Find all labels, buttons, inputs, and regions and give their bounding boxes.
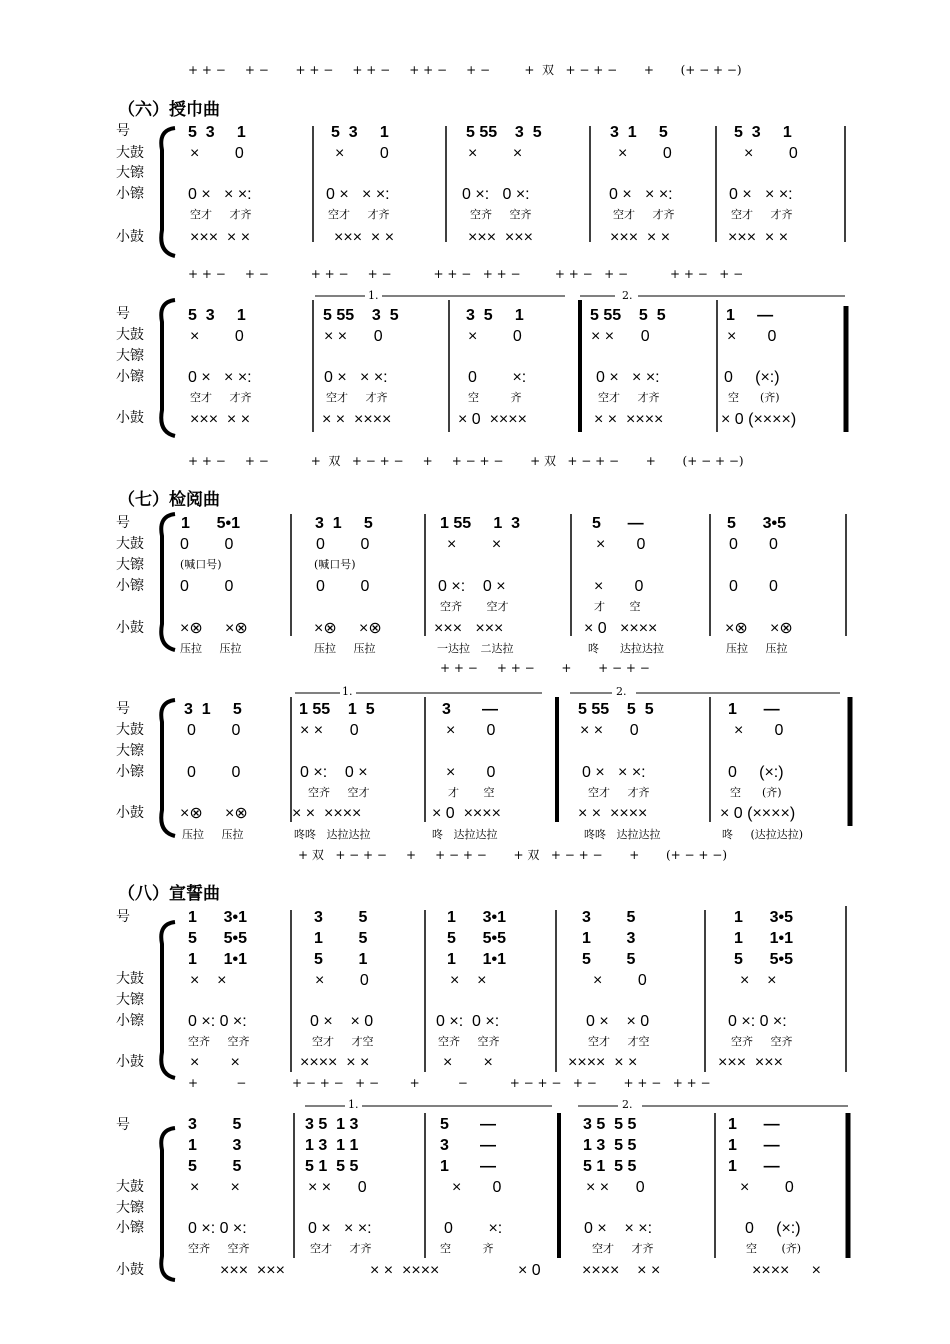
hao-measure: 5 55 5 5 xyxy=(590,307,666,324)
xiaocha-measure: 0 × × ×: xyxy=(326,186,390,203)
xiaogu-measure: ×⊗ ×⊗ xyxy=(725,620,793,637)
hao-measure: 3 5 5 5 xyxy=(583,1116,637,1133)
xiaocha-words: 空才 才齐 xyxy=(190,208,252,221)
section-title: （七）检阅曲 xyxy=(118,490,220,510)
label-xiaogu: 小鼓 xyxy=(116,805,144,821)
xiaogu-measure: × × xyxy=(443,1054,493,1071)
xiaocha-measure: 0 ×: 0 ×: xyxy=(436,1013,500,1030)
dagu-measure: × 0 xyxy=(734,722,784,739)
hao-measure: 5 1 5 5 xyxy=(305,1158,359,1175)
xiaogu-measure: × × ×××× xyxy=(578,805,648,822)
xiaocha-words: 空才 才齐 xyxy=(592,1242,654,1255)
xiaogu-measure: ××× × × xyxy=(334,229,395,246)
hao-measure: 1 5 xyxy=(314,930,368,947)
xiaocha-measure: 0 ×: 0 × xyxy=(438,578,506,595)
accent-line: + + − + − + 双 + − + − + + − + − + 双 + − + − + (+ − + −) xyxy=(188,454,744,468)
hao-measure: 3 5 1 xyxy=(466,307,524,324)
xiaogu-measure: ××× ××× xyxy=(220,1262,285,1279)
xiaogu-measure: × × xyxy=(190,1054,240,1071)
hao-measure: 5 3•5 xyxy=(727,515,786,532)
xiaocha-words: 空 (齐) xyxy=(728,391,780,404)
xiaogu-measure: × × ×××× xyxy=(370,1262,440,1279)
xiaogu-measure: ××× × × xyxy=(190,411,251,428)
xiaocha-words: 空才 才空 xyxy=(588,1035,650,1048)
dagu-measure: × × xyxy=(447,536,502,553)
label-xiaogu: 小鼓 xyxy=(116,620,144,636)
xiaocha-words: 空才 才齐 xyxy=(328,208,390,221)
label-dacha: 大镲 xyxy=(116,557,144,573)
xiaogu-measure: ×××× × × xyxy=(582,1262,661,1279)
xiaocha-measure: 0 ×: 0 ×: xyxy=(728,1013,787,1030)
dagu-measure: × 0 xyxy=(593,972,647,989)
xiaocha-measure: 0 × × ×: xyxy=(582,764,646,781)
label-dagu: 大鼓 xyxy=(116,1179,144,1195)
dagu-measure: 0 0 xyxy=(316,536,370,553)
label-dacha: 大镲 xyxy=(116,165,144,181)
xiaocha-measure: 0 × × ×: xyxy=(188,186,252,203)
xiaogu-measure: ××× ××× xyxy=(434,620,504,637)
xiaocha-words: 空才 才齐 xyxy=(731,208,793,221)
hao-measure: 3 1 5 xyxy=(184,701,242,718)
dagu-measure: × 0 xyxy=(468,328,522,345)
label-dagu: 大鼓 xyxy=(116,971,144,987)
volta-1: 1. xyxy=(342,685,353,698)
hao-measure: 5 5•5 xyxy=(447,930,506,947)
xiaogu-measure: ××× × × xyxy=(610,229,671,246)
dagu-measure: × × xyxy=(190,972,227,989)
xiaogu-measure: × × ×××× xyxy=(322,411,392,428)
hao-measure: 3 1 5 xyxy=(610,124,668,141)
xiaocha-measure: 0 × × ×: xyxy=(729,186,793,203)
hao-measure: 1 — xyxy=(728,1137,780,1154)
hao-measure: 3 5 xyxy=(582,909,636,926)
xiaocha-words: 才 空 xyxy=(594,600,641,613)
hao-measure: 5 55 3 5 xyxy=(466,124,542,141)
dagu-measure: × 0 xyxy=(315,972,369,989)
xiaocha-measure: × 0 xyxy=(594,578,644,595)
hao-measure: 5 5•5 xyxy=(734,951,793,968)
xiaocha-words: 空齐 空齐 xyxy=(438,1035,500,1048)
volta-2: 2. xyxy=(622,1098,633,1111)
hao-measure: 1 1•1 xyxy=(188,951,247,968)
xiaocha-measure: 0 × × ×: xyxy=(609,186,673,203)
dagu-measure: × 0 xyxy=(452,1179,502,1196)
xiaocha-measure: 0 × × ×: xyxy=(584,1220,653,1237)
xiaogu-measure: ×⊗ ×⊗ xyxy=(180,620,248,637)
xiaocha-words: 空才 才齐 xyxy=(598,391,660,404)
dagu-measure: × 0 xyxy=(596,536,646,553)
label-dagu: 大鼓 xyxy=(116,536,144,552)
dacha-words: (喊口号) xyxy=(314,558,356,571)
xiaogu-measure: ××× ××× xyxy=(468,229,533,246)
hao-measure: 1 1•1 xyxy=(734,930,793,947)
hao-measure: 3 1 5 xyxy=(315,515,373,532)
dagu-measure: × × 0 xyxy=(591,328,650,345)
label-hao: 号 xyxy=(116,515,130,531)
volta-2: 2. xyxy=(616,685,627,698)
xiaocha-measure: 0 ×: xyxy=(468,369,527,386)
label-dacha: 大镲 xyxy=(116,348,144,364)
xiaogu-words: 咚咚 达拉达拉 xyxy=(294,828,371,841)
xiaocha-measure: 0 ×: 0 ×: xyxy=(462,186,530,203)
xiaocha-words: 空 (齐) xyxy=(746,1242,802,1255)
label-hao: 号 xyxy=(116,306,130,322)
xiaocha-words: 空齐 空才 xyxy=(440,600,509,613)
xiaocha-measure: 0 ×: 0 ×: xyxy=(188,1220,247,1237)
hao-measure: 5 5 xyxy=(582,951,636,968)
xiaogu-words: 咚 (达拉达拉) xyxy=(722,828,804,841)
label-dagu: 大鼓 xyxy=(116,145,144,161)
dagu-measure: 0 0 xyxy=(180,536,234,553)
hao-measure: 5 3 1 xyxy=(331,124,389,141)
accent-line: + 双 + − + − + + − + − + 双 + − + − + (+ − + −) xyxy=(298,848,727,862)
xiaogu-measure: × × ×××× xyxy=(292,805,362,822)
hao-measure: 5 5•5 xyxy=(188,930,247,947)
hao-measure: 1 1•1 xyxy=(447,951,506,968)
hao-measure: 1 3•1 xyxy=(188,909,247,926)
label-hao: 号 xyxy=(116,909,130,925)
xiaocha-measure: 0 ×: xyxy=(444,1220,503,1237)
xiaogu-words: 压拉 压拉 xyxy=(314,642,376,655)
hao-measure: 1 3•1 xyxy=(447,909,506,926)
xiaocha-measure: 0 (×:) xyxy=(728,764,784,781)
xiaocha-measure: 0 × × ×: xyxy=(596,369,660,386)
accent-line: + + − + + − + + − + − xyxy=(440,661,650,675)
dagu-measure: × × xyxy=(450,972,487,989)
accent-line: + + − + − + + − + − + + − + + − + + − + − + + − + − xyxy=(188,267,744,281)
hao-measure: 1 3•5 xyxy=(734,909,793,926)
label-dacha: 大镲 xyxy=(116,743,144,759)
hao-measure: 1 3 1 1 xyxy=(305,1137,359,1154)
hao-measure: 1 — xyxy=(728,1116,780,1133)
xiaogu-measure: × 0 xyxy=(518,1262,541,1279)
hao-measure: 3 — xyxy=(442,701,499,718)
label-xiaocha: 小镲 xyxy=(116,369,144,385)
dagu-measure: × 0 xyxy=(190,145,244,162)
xiaogu-measure: ×××× × xyxy=(752,1262,821,1279)
hao-measure: 3 5 xyxy=(188,1116,242,1133)
xiaocha-measure: 0 0 xyxy=(187,764,241,781)
hao-measure: 5 55 3 5 xyxy=(323,307,399,324)
hao-measure: 5 3 1 xyxy=(188,124,246,141)
hao-measure: 3 — xyxy=(440,1137,497,1154)
dagu-measure: × 0 xyxy=(446,722,496,739)
xiaocha-words: 空才 才齐 xyxy=(326,391,388,404)
section-title: （八）宣誓曲 xyxy=(118,884,220,904)
hao-measure: 1 — xyxy=(728,1158,780,1175)
accent-line: + − + − + − + − + − + − + − + − + + − + + − xyxy=(188,1076,711,1090)
xiaocha-measure: 0 ×: 0 × xyxy=(300,764,368,781)
xiaogu-measure: ××× ××× xyxy=(718,1054,783,1071)
xiaocha-words: 空才 才齐 xyxy=(190,391,252,404)
label-xiaogu: 小鼓 xyxy=(116,229,144,245)
xiaogu-words: 咚 达拉达拉 xyxy=(432,828,498,841)
volta-1: 1. xyxy=(368,289,379,302)
xiaocha-words: 空齐 空齐 xyxy=(731,1035,793,1048)
xiaocha-measure: 0 × × ×: xyxy=(188,369,252,386)
xiaocha-words: 空 齐 xyxy=(440,1242,494,1255)
dagu-measure: × × xyxy=(468,145,523,162)
xiaogu-measure: ×××× × × xyxy=(568,1054,638,1071)
xiaogu-measure: ×⊗ ×⊗ xyxy=(180,805,248,822)
dagu-measure: 0 0 xyxy=(187,722,241,739)
xiaocha-measure: 0 × × ×: xyxy=(308,1220,372,1237)
label-hao: 号 xyxy=(116,1117,130,1133)
volta-1: 1. xyxy=(348,1098,359,1111)
hao-measure: 5 55 5 5 xyxy=(578,701,654,718)
xiaogu-measure: ××× × × xyxy=(728,229,789,246)
label-xiaocha: 小镲 xyxy=(116,186,144,202)
dagu-measure: × × 0 xyxy=(586,1179,645,1196)
xiaogu-measure: × 0 (××××) xyxy=(720,805,796,822)
label-xiaocha: 小镲 xyxy=(116,1013,144,1029)
label-dacha: 大镲 xyxy=(116,1200,144,1216)
xiaogu-words: 一达拉 二达拉 xyxy=(437,642,514,655)
dagu-measure: × 0 xyxy=(618,145,672,162)
hao-measure: 5 3 1 xyxy=(188,307,246,324)
xiaocha-words: 空 齐 xyxy=(468,391,522,404)
label-xiaocha: 小镲 xyxy=(116,578,144,594)
section-title: （六）授巾曲 xyxy=(118,100,220,120)
xiaogu-measure: ××× × × xyxy=(190,229,251,246)
dagu-measure: 0 0 xyxy=(729,536,778,553)
dagu-measure: × × 0 xyxy=(300,722,359,739)
xiaocha-words: 空齐 空齐 xyxy=(188,1035,250,1048)
xiaogu-measure: ×××× × × xyxy=(300,1054,370,1071)
hao-measure: 1 5•1 xyxy=(181,515,240,532)
xiaocha-measure: 0 × × 0 xyxy=(310,1013,374,1030)
dagu-measure: × 0 xyxy=(190,328,244,345)
xiaogu-words: 咚 达拉达拉 xyxy=(588,642,664,655)
xiaocha-words: 空才 才空 xyxy=(312,1035,374,1048)
dagu-measure: × 0 xyxy=(727,328,777,345)
xiaogu-words: 压拉 压拉 xyxy=(182,828,244,841)
hao-measure: 1 — xyxy=(728,701,780,718)
label-dacha: 大镲 xyxy=(116,992,144,1008)
xiaocha-words: 空齐 空齐 xyxy=(188,1242,250,1255)
xiaocha-words: 空 (齐) xyxy=(730,786,782,799)
xiaocha-measure: 0 0 xyxy=(316,578,370,595)
xiaocha-measure: × 0 xyxy=(446,764,496,781)
xiaocha-measure: 0 (×:) xyxy=(724,369,780,386)
dagu-measure: × 0 xyxy=(335,145,389,162)
hao-measure: 1 — xyxy=(726,307,774,324)
dacha-words: (喊口号) xyxy=(180,558,222,571)
dagu-measure: × × xyxy=(740,972,777,989)
label-dagu: 大鼓 xyxy=(116,327,144,343)
xiaocha-measure: 0 (×:) xyxy=(745,1220,801,1237)
label-hao: 号 xyxy=(116,701,130,717)
hao-measure: 1 3 xyxy=(582,930,636,947)
hao-measure: 1 3 5 5 xyxy=(583,1137,637,1154)
xiaocha-words: 才 空 xyxy=(448,786,495,799)
xiaogu-measure: ×⊗ ×⊗ xyxy=(314,620,382,637)
xiaocha-words: 空齐 空才 xyxy=(308,786,370,799)
label-xiaocha: 小镲 xyxy=(116,764,144,780)
label-hao: 号 xyxy=(116,123,130,139)
xiaogu-measure: × 0 (××××) xyxy=(721,411,797,428)
xiaocha-measure: 0 0 xyxy=(729,578,778,595)
xiaocha-measure: 0 ×: 0 ×: xyxy=(188,1013,247,1030)
xiaogu-measure: × 0 ×××× xyxy=(458,411,527,428)
hao-measure: 5 3 1 xyxy=(734,124,792,141)
xiaogu-measure: × 0 ×××× xyxy=(432,805,501,822)
top-accent-line: + + − + − + + − + + − + + − + − + 双 + − + − + (+ − + −) xyxy=(188,63,742,77)
hao-measure: 5 5 xyxy=(188,1158,242,1175)
hao-measure: 5 — xyxy=(440,1116,497,1133)
xiaogu-measure: × × ×××× xyxy=(594,411,664,428)
dagu-measure: × 0 xyxy=(744,145,798,162)
xiaocha-words: 空齐 空齐 xyxy=(470,208,532,221)
label-xiaogu: 小鼓 xyxy=(116,410,144,426)
dagu-measure: × × 0 xyxy=(308,1179,367,1196)
xiaocha-words: 空才 才齐 xyxy=(588,786,650,799)
xiaocha-words: 空才 才齐 xyxy=(613,208,675,221)
dagu-measure: × × xyxy=(190,1179,240,1196)
xiaogu-words: 压拉 压拉 xyxy=(726,642,788,655)
label-xiaocha: 小镲 xyxy=(116,1220,144,1236)
hao-measure: 1 55 1 3 xyxy=(440,515,521,532)
hao-measure: 1 3 xyxy=(188,1137,242,1154)
xiaogu-words: 咚咚 达拉达拉 xyxy=(584,828,661,841)
label-xiaogu: 小鼓 xyxy=(116,1054,144,1070)
hao-measure: 3 5 xyxy=(314,909,368,926)
hao-measure: 3 5 1 3 xyxy=(305,1116,359,1133)
hao-measure: 1 — xyxy=(440,1158,497,1175)
xiaocha-words: 空才 才齐 xyxy=(310,1242,372,1255)
xiaocha-measure: 0 × × 0 xyxy=(586,1013,650,1030)
dagu-measure: × 0 xyxy=(740,1179,794,1196)
xiaocha-measure: 0 × × ×: xyxy=(324,369,388,386)
hao-measure: 1 55 1 5 xyxy=(299,701,375,718)
label-xiaogu: 小鼓 xyxy=(116,1262,144,1278)
xiaogu-words: 压拉 压拉 xyxy=(180,642,242,655)
volta-2: 2. xyxy=(622,289,633,302)
xiaogu-measure: × 0 ×××× xyxy=(584,620,658,637)
hao-measure: 5 1 5 5 xyxy=(583,1158,637,1175)
hao-measure: 5 1 xyxy=(314,951,368,968)
label-dagu: 大鼓 xyxy=(116,722,144,738)
dagu-measure: × × 0 xyxy=(324,328,383,345)
xiaocha-measure: 0 0 xyxy=(180,578,234,595)
hao-measure: 5 — xyxy=(592,515,644,532)
dagu-measure: × × 0 xyxy=(580,722,639,739)
